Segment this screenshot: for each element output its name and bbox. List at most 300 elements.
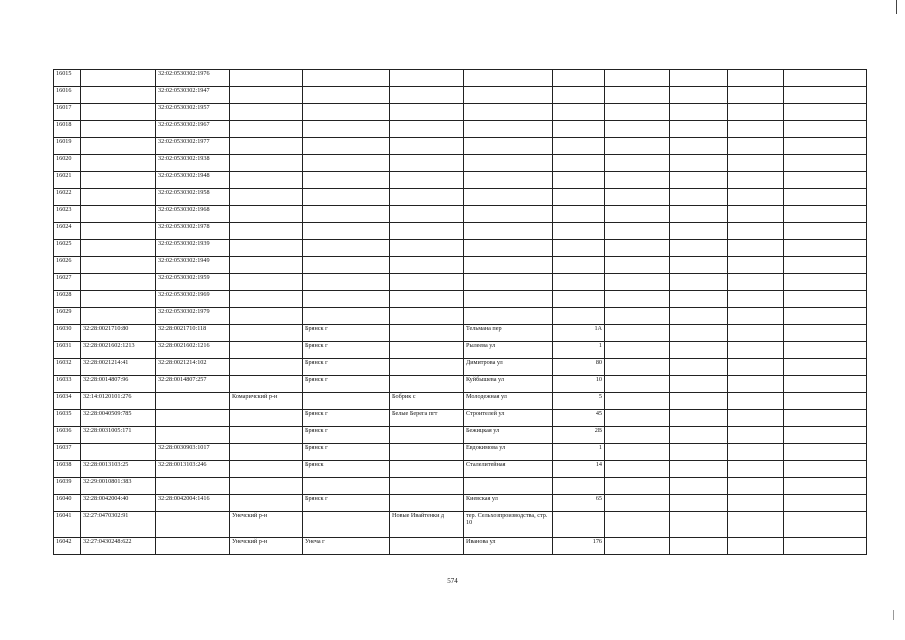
cell-col-11	[728, 461, 784, 478]
cell-row-number: 16023	[54, 206, 81, 223]
cell-city	[303, 223, 390, 240]
cell-house-number	[553, 87, 605, 104]
cell-col-12	[784, 410, 867, 427]
cell-city	[303, 257, 390, 274]
cell-col-9	[605, 308, 670, 325]
cell-col-12	[784, 189, 867, 206]
cell-cadastral-number	[81, 87, 156, 104]
table-row	[54, 342, 867, 359]
cell-col-9	[605, 257, 670, 274]
cell-cadastral-number-2: 32:02:0530302:1959	[156, 274, 230, 291]
cell-col-12	[784, 444, 867, 461]
cell-cadastral-number-2: 32:02:0530302:1967	[156, 121, 230, 138]
cell-col-10	[670, 121, 728, 138]
cell-row-number: 16020	[54, 155, 81, 172]
cell-col-10	[670, 478, 728, 495]
cell-row-number: 16028	[54, 291, 81, 308]
cell-cadastral-number	[81, 155, 156, 172]
cell-street: Евдокимова ул	[464, 444, 553, 461]
cell-district	[230, 325, 303, 342]
cell-street	[464, 478, 553, 495]
cell-house-number	[553, 512, 605, 538]
cell-col-10	[670, 461, 728, 478]
cell-city: Брянск г	[303, 410, 390, 427]
cell-col-11	[728, 538, 784, 555]
cell-district	[230, 172, 303, 189]
table-row	[54, 240, 867, 257]
cell-col-12	[784, 155, 867, 172]
cell-col-11	[728, 444, 784, 461]
table-row	[54, 155, 867, 172]
cell-cadastral-number-2: 32:02:0530302:1958	[156, 189, 230, 206]
cell-col-10	[670, 223, 728, 240]
cell-col-12	[784, 359, 867, 376]
cell-house-number: 1	[553, 342, 605, 359]
cell-cadastral-number-2: 32:02:0530302:1979	[156, 308, 230, 325]
cell-house-number	[553, 155, 605, 172]
cell-settlement	[390, 121, 464, 138]
cell-district	[230, 291, 303, 308]
cell-col-11	[728, 274, 784, 291]
cell-col-10	[670, 538, 728, 555]
cell-col-12	[784, 104, 867, 121]
cell-cadastral-number-2: 32:28:0021710:118	[156, 325, 230, 342]
cell-row-number: 16038	[54, 461, 81, 478]
cell-col-9	[605, 172, 670, 189]
cell-street: Сталелитейная	[464, 461, 553, 478]
cell-settlement	[390, 325, 464, 342]
cell-row-number: 16017	[54, 104, 81, 121]
cell-row-number: 16026	[54, 257, 81, 274]
page-number: 574	[447, 577, 458, 585]
cell-col-9	[605, 461, 670, 478]
cell-row-number: 16015	[54, 70, 81, 87]
cell-settlement	[390, 70, 464, 87]
cell-settlement	[390, 87, 464, 104]
cell-col-10	[670, 189, 728, 206]
cell-settlement: Новые Ивайтенки д	[390, 512, 464, 538]
cell-settlement: Бобрик с	[390, 393, 464, 410]
cell-settlement	[390, 308, 464, 325]
cell-col-9	[605, 274, 670, 291]
cell-district	[230, 257, 303, 274]
table-row	[54, 87, 867, 104]
cell-city	[303, 308, 390, 325]
cell-city	[303, 172, 390, 189]
table-row	[54, 138, 867, 155]
cell-col-9	[605, 359, 670, 376]
cell-street: Тельмана пер	[464, 325, 553, 342]
cell-col-12	[784, 478, 867, 495]
cell-row-number: 16022	[54, 189, 81, 206]
cell-col-12	[784, 291, 867, 308]
cell-cadastral-number-2	[156, 427, 230, 444]
cell-cadastral-number	[81, 138, 156, 155]
table-row	[54, 495, 867, 512]
cell-cadastral-number-2	[156, 478, 230, 495]
cell-col-12	[784, 376, 867, 393]
cell-cadastral-number	[81, 291, 156, 308]
cell-col-9	[605, 240, 670, 257]
cell-col-11	[728, 70, 784, 87]
cell-cadastral-number: 32:28:0021214:41	[81, 359, 156, 376]
cell-col-10	[670, 410, 728, 427]
cell-cadastral-number-2: 32:28:0042004:1416	[156, 495, 230, 512]
cell-cadastral-number: 32:28:0031005:171	[81, 427, 156, 444]
cell-district	[230, 104, 303, 121]
cell-col-11	[728, 427, 784, 444]
cell-street: Строителей ул	[464, 410, 553, 427]
cell-house-number: 176	[553, 538, 605, 555]
cell-house-number: 65	[553, 495, 605, 512]
cell-settlement	[390, 240, 464, 257]
cell-house-number	[553, 274, 605, 291]
table-row	[54, 512, 867, 538]
cell-district	[230, 410, 303, 427]
cell-cadastral-number: 32:28:0042004:40	[81, 495, 156, 512]
cell-col-10	[670, 104, 728, 121]
cell-cadastral-number-2: 32:02:0530302:1978	[156, 223, 230, 240]
cell-cadastral-number: 32:27:0470302:91	[81, 512, 156, 538]
cell-city: Брянск г	[303, 325, 390, 342]
cell-col-11	[728, 393, 784, 410]
cell-cadastral-number	[81, 444, 156, 461]
cell-cadastral-number-2: 32:02:0530302:1957	[156, 104, 230, 121]
cell-col-9	[605, 206, 670, 223]
cell-cadastral-number-2: 32:02:0530302:1947	[156, 87, 230, 104]
table-row	[54, 257, 867, 274]
cell-district: Комаричский р-н	[230, 393, 303, 410]
cell-col-9	[605, 87, 670, 104]
cell-city	[303, 87, 390, 104]
cell-col-10	[670, 376, 728, 393]
cell-col-12	[784, 223, 867, 240]
cell-col-9	[605, 325, 670, 342]
cell-col-9	[605, 121, 670, 138]
cell-house-number	[553, 257, 605, 274]
cell-district: Унечский р-н	[230, 538, 303, 555]
cell-city	[303, 70, 390, 87]
cell-city: Брянск	[303, 461, 390, 478]
cell-street	[464, 155, 553, 172]
cell-cadastral-number-2	[156, 410, 230, 427]
cell-cadastral-number	[81, 308, 156, 325]
cell-street	[464, 121, 553, 138]
cell-cadastral-number	[81, 121, 156, 138]
cell-col-10	[670, 87, 728, 104]
cell-district	[230, 87, 303, 104]
cell-col-12	[784, 172, 867, 189]
cell-city	[303, 138, 390, 155]
cell-cadastral-number-2: 32:28:0014807:257	[156, 376, 230, 393]
cell-col-12	[784, 138, 867, 155]
cell-settlement	[390, 257, 464, 274]
table-row	[54, 427, 867, 444]
cell-city	[303, 478, 390, 495]
cell-col-10	[670, 172, 728, 189]
table-row	[54, 376, 867, 393]
cell-col-10	[670, 70, 728, 87]
cell-col-10	[670, 359, 728, 376]
cell-city	[303, 274, 390, 291]
cell-cadastral-number-2: 32:02:0530302:1948	[156, 172, 230, 189]
cell-col-10	[670, 240, 728, 257]
cell-house-number: 45	[553, 410, 605, 427]
table-row	[54, 478, 867, 495]
cell-col-9	[605, 223, 670, 240]
cell-col-11	[728, 172, 784, 189]
cell-cadastral-number	[81, 274, 156, 291]
cell-col-11	[728, 325, 784, 342]
cell-district	[230, 342, 303, 359]
cell-cadastral-number-2	[156, 393, 230, 410]
cell-row-number: 16025	[54, 240, 81, 257]
cell-row-number: 16039	[54, 478, 81, 495]
cell-cadastral-number	[81, 240, 156, 257]
cell-district	[230, 138, 303, 155]
cell-district	[230, 444, 303, 461]
cell-col-10	[670, 512, 728, 538]
cell-col-11	[728, 155, 784, 172]
cell-city	[303, 240, 390, 257]
cell-col-9	[605, 189, 670, 206]
cell-street	[464, 240, 553, 257]
cell-cadastral-number: 32:28:0013103:25	[81, 461, 156, 478]
cell-col-11	[728, 512, 784, 538]
register-table	[53, 69, 867, 555]
cell-row-number: 16031	[54, 342, 81, 359]
cell-cadastral-number	[81, 104, 156, 121]
cell-city: Брянск г	[303, 359, 390, 376]
cell-settlement	[390, 274, 464, 291]
cell-city	[303, 206, 390, 223]
cell-row-number: 16040	[54, 495, 81, 512]
table-row	[54, 206, 867, 223]
cell-street: Бежицкая ул	[464, 427, 553, 444]
cell-col-10	[670, 427, 728, 444]
cell-row-number: 16021	[54, 172, 81, 189]
cell-col-11	[728, 359, 784, 376]
cell-row-number: 16035	[54, 410, 81, 427]
cell-col-12	[784, 308, 867, 325]
table-row	[54, 121, 867, 138]
cell-col-12	[784, 257, 867, 274]
cell-street: Куйбышева ул	[464, 376, 553, 393]
cell-house-number	[553, 308, 605, 325]
table-row	[54, 359, 867, 376]
cell-col-9	[605, 104, 670, 121]
cell-col-12	[784, 538, 867, 555]
cell-row-number: 16024	[54, 223, 81, 240]
table-row	[54, 223, 867, 240]
cell-col-9	[605, 495, 670, 512]
cell-col-11	[728, 223, 784, 240]
cell-city	[303, 104, 390, 121]
cell-col-11	[728, 342, 784, 359]
cell-house-number: 14	[553, 461, 605, 478]
cell-settlement	[390, 223, 464, 240]
cell-cadastral-number-2: 32:02:0530302:1949	[156, 257, 230, 274]
cell-house-number	[553, 223, 605, 240]
cell-district	[230, 189, 303, 206]
cell-settlement: Белые Берега пгт	[390, 410, 464, 427]
cell-city: Брянск г	[303, 495, 390, 512]
cell-row-number: 16030	[54, 325, 81, 342]
cell-street	[464, 308, 553, 325]
cell-row-number: 16016	[54, 87, 81, 104]
cell-cadastral-number: 32:28:0021710:80	[81, 325, 156, 342]
cell-street: Молодежная ул	[464, 393, 553, 410]
cell-street	[464, 87, 553, 104]
cell-district	[230, 223, 303, 240]
cell-col-11	[728, 104, 784, 121]
cell-house-number: 80	[553, 359, 605, 376]
cell-col-11	[728, 410, 784, 427]
cell-street: Димитрова ул	[464, 359, 553, 376]
cell-col-10	[670, 155, 728, 172]
cell-district	[230, 240, 303, 257]
cell-settlement	[390, 376, 464, 393]
cell-col-12	[784, 70, 867, 87]
cell-city	[303, 121, 390, 138]
cell-house-number	[553, 240, 605, 257]
cell-city: Брянск г	[303, 376, 390, 393]
cell-col-12	[784, 393, 867, 410]
cell-street: Иванова ул	[464, 538, 553, 555]
cell-street	[464, 257, 553, 274]
cell-col-9	[605, 342, 670, 359]
cell-city	[303, 512, 390, 538]
cell-city: Брянск г	[303, 444, 390, 461]
cell-cadastral-number	[81, 223, 156, 240]
cell-row-number: 16036	[54, 427, 81, 444]
cell-settlement	[390, 155, 464, 172]
cell-house-number	[553, 121, 605, 138]
cell-cadastral-number-2	[156, 512, 230, 538]
cell-col-10	[670, 393, 728, 410]
cell-street	[464, 172, 553, 189]
cell-city: Брянск г	[303, 342, 390, 359]
cell-street	[464, 70, 553, 87]
cell-street	[464, 189, 553, 206]
cell-col-12	[784, 206, 867, 223]
cell-col-10	[670, 274, 728, 291]
cell-col-10	[670, 444, 728, 461]
table-row	[54, 393, 867, 410]
cell-settlement	[390, 427, 464, 444]
cell-col-9	[605, 155, 670, 172]
cell-house-number: 10	[553, 376, 605, 393]
table-row	[54, 70, 867, 87]
cell-col-10	[670, 325, 728, 342]
cell-house-number	[553, 138, 605, 155]
cell-street: тер. Сельхозпроизводства, стр. 10	[464, 512, 553, 538]
cell-street	[464, 206, 553, 223]
cell-cadastral-number: 32:28:0040509:785	[81, 410, 156, 427]
cell-col-12	[784, 325, 867, 342]
cell-cadastral-number-2: 32:02:0530302:1969	[156, 291, 230, 308]
cell-house-number: 5	[553, 393, 605, 410]
cell-col-10	[670, 308, 728, 325]
cell-col-12	[784, 240, 867, 257]
cell-city	[303, 155, 390, 172]
cell-col-11	[728, 87, 784, 104]
cell-cadastral-number: 32:29:0010801:383	[81, 478, 156, 495]
cell-cadastral-number	[81, 172, 156, 189]
cell-cadastral-number-2: 32:02:0530302:1968	[156, 206, 230, 223]
cell-col-11	[728, 257, 784, 274]
cell-house-number	[553, 172, 605, 189]
table-row	[54, 410, 867, 427]
cell-house-number	[553, 478, 605, 495]
cell-street	[464, 138, 553, 155]
cell-col-11	[728, 495, 784, 512]
cell-col-9	[605, 138, 670, 155]
scan-edge-mark-bottom	[893, 610, 894, 620]
cell-house-number: 1	[553, 444, 605, 461]
cell-col-10	[670, 342, 728, 359]
cell-col-12	[784, 87, 867, 104]
cell-col-9	[605, 444, 670, 461]
cell-col-9	[605, 70, 670, 87]
cell-settlement	[390, 538, 464, 555]
table-row	[54, 444, 867, 461]
cell-cadastral-number: 32:27:0430248:622	[81, 538, 156, 555]
cell-district	[230, 359, 303, 376]
cell-col-9	[605, 376, 670, 393]
cell-cadastral-number-2: 32:28:0021602:1216	[156, 342, 230, 359]
cell-district	[230, 155, 303, 172]
cell-col-11	[728, 291, 784, 308]
cell-settlement	[390, 189, 464, 206]
cell-row-number: 16027	[54, 274, 81, 291]
cell-district	[230, 461, 303, 478]
cell-col-11	[728, 308, 784, 325]
table-row	[54, 172, 867, 189]
cell-col-9	[605, 427, 670, 444]
cell-col-11	[728, 240, 784, 257]
cell-col-9	[605, 410, 670, 427]
cell-cadastral-number	[81, 257, 156, 274]
cell-settlement	[390, 478, 464, 495]
cell-district	[230, 70, 303, 87]
cell-cadastral-number-2: 32:02:0530302:1939	[156, 240, 230, 257]
cell-col-12	[784, 274, 867, 291]
cell-cadastral-number-2: 32:28:0030903:1017	[156, 444, 230, 461]
cell-col-10	[670, 257, 728, 274]
cell-col-11	[728, 121, 784, 138]
cell-district	[230, 308, 303, 325]
cell-settlement	[390, 291, 464, 308]
cell-city	[303, 189, 390, 206]
cell-col-9	[605, 478, 670, 495]
cell-col-11	[728, 189, 784, 206]
cell-cadastral-number	[81, 189, 156, 206]
cell-col-11	[728, 138, 784, 155]
cell-city: Брянск г	[303, 427, 390, 444]
cell-street	[464, 291, 553, 308]
cell-house-number	[553, 189, 605, 206]
cell-col-12	[784, 427, 867, 444]
cell-col-9	[605, 512, 670, 538]
cell-col-11	[728, 478, 784, 495]
cell-settlement	[390, 172, 464, 189]
cell-col-12	[784, 342, 867, 359]
register-table-body	[54, 70, 867, 555]
cell-cadastral-number: 32:28:0014807:96	[81, 376, 156, 393]
cell-row-number: 16042	[54, 538, 81, 555]
cell-street: Рылеева ул	[464, 342, 553, 359]
